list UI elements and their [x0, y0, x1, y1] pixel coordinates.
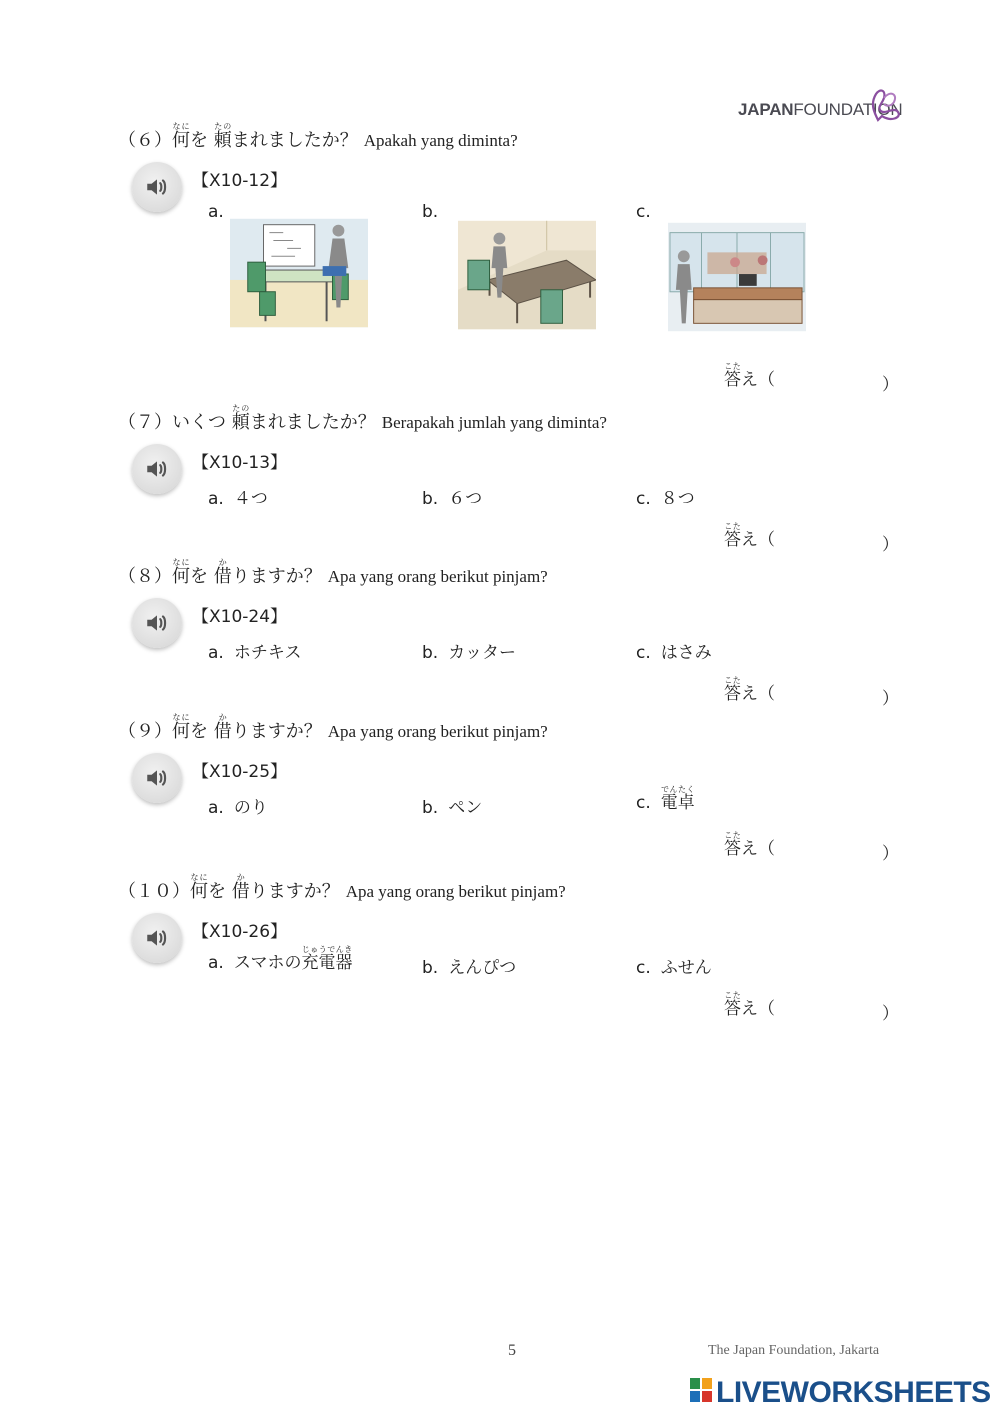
- furigana-word: [213, 122, 232, 151]
- question-text: いくつ: [172, 412, 232, 433]
- option-letter: c.: [636, 793, 651, 813]
- japan-foundation-logo: JAPANFOUNDATION: [738, 100, 903, 119]
- option-letter: a.: [208, 643, 224, 663]
- furigana: なに: [172, 713, 190, 722]
- speaker-icon: [144, 925, 170, 951]
- audio-play-button[interactable]: [132, 444, 182, 494]
- question-title: [118, 122, 518, 152]
- question-translation: Apa yang orang berikut pinjam?: [327, 567, 548, 586]
- answer-field[interactable]: [724, 676, 899, 709]
- answer-field[interactable]: [724, 522, 899, 555]
- answer-close-paren: ）: [882, 375, 899, 395]
- option-text: ８つ: [660, 489, 695, 509]
- answer-label: え（: [741, 839, 775, 859]
- option-c[interactable]: [636, 484, 695, 509]
- audio-play-button[interactable]: [132, 913, 182, 963]
- answer-field[interactable]: [724, 831, 899, 864]
- furigana-word: [660, 785, 695, 813]
- option-c[interactable]: [636, 202, 661, 222]
- kanji: 頼: [231, 412, 250, 433]
- option-a[interactable]: [208, 638, 302, 663]
- furigana: か: [231, 873, 250, 882]
- audio-track-label: 【X10-13】: [192, 453, 288, 473]
- furigana-word: [213, 558, 232, 587]
- page-number: 5: [508, 1342, 516, 1359]
- option-text: カッター: [448, 643, 517, 663]
- option-picture[interactable]: [458, 220, 596, 334]
- kanji: 電卓: [660, 793, 695, 813]
- option-b[interactable]: [422, 638, 516, 663]
- furigana: なに: [172, 558, 190, 567]
- option-text: ６つ: [448, 489, 483, 509]
- furigana-word: [724, 676, 741, 704]
- audio-track-label: 【X10-25】: [192, 762, 288, 782]
- answer-close-paren: ）: [882, 689, 899, 709]
- audio-track-label: 【X10-26】: [192, 922, 288, 942]
- answer-field[interactable]: [724, 991, 899, 1024]
- furigana: こた: [724, 991, 741, 1000]
- audio-play-button[interactable]: [132, 753, 182, 803]
- question-text: りますか？: [231, 721, 322, 742]
- audio-track-label: 【X10-24】: [192, 607, 288, 627]
- option-letter: c.: [636, 643, 651, 663]
- option-c[interactable]: [636, 953, 712, 978]
- option-a[interactable]: [208, 793, 268, 818]
- kanji: 答: [724, 684, 741, 704]
- furigana: なに: [190, 873, 208, 882]
- furigana: か: [213, 558, 232, 567]
- option-letter: b.: [422, 958, 439, 978]
- option-picture[interactable]: [668, 222, 806, 336]
- option-text: えんぴつ: [448, 958, 517, 978]
- kanji: 答: [724, 999, 741, 1019]
- question-title: [118, 873, 566, 903]
- furigana-word: [724, 362, 741, 390]
- question-text: を: [190, 566, 214, 587]
- question-translation: Apakah yang diminta?: [363, 131, 518, 150]
- kanji: 答: [724, 839, 741, 859]
- option-letter: b.: [422, 643, 439, 663]
- answer-field[interactable]: [724, 362, 899, 395]
- answer-label: え（: [741, 370, 775, 390]
- furigana-word: [231, 404, 250, 433]
- option-letter: c.: [636, 489, 651, 509]
- question-translation: Apa yang orang berikut pinjam?: [327, 722, 548, 741]
- audio-play-button[interactable]: [132, 162, 182, 212]
- kanji: 何: [172, 130, 190, 151]
- option-text: のり: [233, 798, 268, 818]
- liveworksheets-brand: LIVEWORKSHEETS: [716, 1376, 991, 1409]
- kanji: 借: [213, 721, 232, 742]
- furigana: じゅうでんき: [301, 945, 353, 954]
- question-title: [118, 558, 548, 588]
- speaker-icon: [144, 610, 170, 636]
- option-b[interactable]: [422, 202, 448, 222]
- option-letter: b.: [422, 202, 439, 222]
- kanji: 頼: [213, 130, 232, 151]
- furigana: こた: [724, 831, 741, 840]
- option-c[interactable]: [636, 785, 695, 813]
- option-text: ペン: [448, 798, 483, 818]
- option-text: ふせん: [660, 958, 712, 978]
- office-meeting-table-picture: [230, 218, 368, 328]
- kanji: 答: [724, 370, 741, 390]
- question-text: まれましたか？: [231, 130, 358, 151]
- answer-close-paren: ）: [882, 1004, 899, 1024]
- furigana-word: [213, 713, 232, 742]
- furigana-word: [172, 122, 190, 151]
- question-text: りますか？: [249, 881, 340, 902]
- furigana: こた: [724, 362, 741, 371]
- option-text: ４つ: [233, 489, 268, 509]
- option-b[interactable]: [422, 953, 516, 978]
- speaker-icon: [144, 174, 170, 200]
- furigana: たの: [231, 404, 250, 413]
- kanji: 充電器: [301, 953, 353, 973]
- question-text: を: [190, 130, 214, 151]
- answer-label: え（: [741, 999, 775, 1019]
- speaker-icon: [144, 765, 170, 791]
- question-text: を: [190, 721, 214, 742]
- option-letter: a.: [208, 202, 224, 222]
- answer-label: え（: [741, 530, 775, 550]
- option-a[interactable]: [208, 945, 353, 973]
- option-letter: a.: [208, 798, 224, 818]
- question-text: を: [208, 881, 232, 902]
- question-number: （９）: [118, 721, 172, 742]
- question-title: [118, 713, 548, 743]
- option-text: はさみ: [660, 643, 712, 663]
- question-number: （７）: [118, 412, 172, 433]
- option-a[interactable]: [208, 484, 268, 509]
- furigana-word: [724, 991, 741, 1019]
- office-reception-picture: [668, 222, 806, 332]
- question-translation: Berapakah jumlah yang diminta?: [381, 413, 607, 432]
- option-picture[interactable]: [230, 218, 368, 332]
- question-number: （８）: [118, 566, 172, 587]
- question-translation: Apa yang orang berikut pinjam?: [345, 882, 566, 901]
- furigana-word: [724, 522, 741, 550]
- answer-label: え（: [741, 684, 775, 704]
- kanji: 答: [724, 530, 741, 550]
- furigana-word: [172, 713, 190, 742]
- furigana-word: [172, 558, 190, 587]
- option-letter: a.: [208, 489, 224, 509]
- question-text: りますか？: [231, 566, 322, 587]
- answer-close-paren: ）: [882, 844, 899, 864]
- furigana: たの: [213, 122, 232, 131]
- answer-close-paren: ）: [882, 535, 899, 555]
- furigana: か: [213, 713, 232, 722]
- option-text: スマホの: [233, 953, 302, 973]
- question-number: （１０）: [118, 881, 190, 902]
- furigana-word: [301, 945, 353, 973]
- furigana: こた: [724, 522, 741, 531]
- audio-track-label: 【X10-12】: [192, 171, 288, 191]
- kanji: 借: [231, 881, 250, 902]
- speaker-icon: [144, 456, 170, 482]
- furigana: なに: [172, 122, 190, 131]
- option-c[interactable]: [636, 638, 712, 663]
- option-letter: b.: [422, 798, 439, 818]
- question-number: （６）: [118, 130, 172, 151]
- kanji: 何: [172, 566, 190, 587]
- option-b[interactable]: [422, 793, 482, 818]
- footer-credit: The Japan Foundation, Jakarta: [708, 1343, 880, 1358]
- furigana: こた: [724, 676, 741, 685]
- option-letter: c.: [636, 202, 651, 222]
- kanji: 何: [190, 881, 208, 902]
- butterfly-logo-icon: [864, 84, 904, 124]
- furigana: でんたく: [660, 785, 695, 794]
- option-letter: a.: [208, 953, 224, 973]
- meeting-room-long-table-picture: [458, 220, 596, 330]
- furigana-word: [231, 873, 250, 902]
- furigana-word: [190, 873, 208, 902]
- question-text: まれましたか？: [249, 412, 376, 433]
- option-text: ホチキス: [233, 643, 302, 663]
- option-letter: c.: [636, 958, 651, 978]
- kanji: 借: [213, 566, 232, 587]
- audio-play-button[interactable]: [132, 598, 182, 648]
- option-b[interactable]: [422, 484, 482, 509]
- question-title: [118, 404, 607, 434]
- liveworksheets-logo-icon: [690, 1378, 712, 1402]
- furigana-word: [724, 831, 741, 859]
- option-letter: b.: [422, 489, 439, 509]
- kanji: 何: [172, 721, 190, 742]
